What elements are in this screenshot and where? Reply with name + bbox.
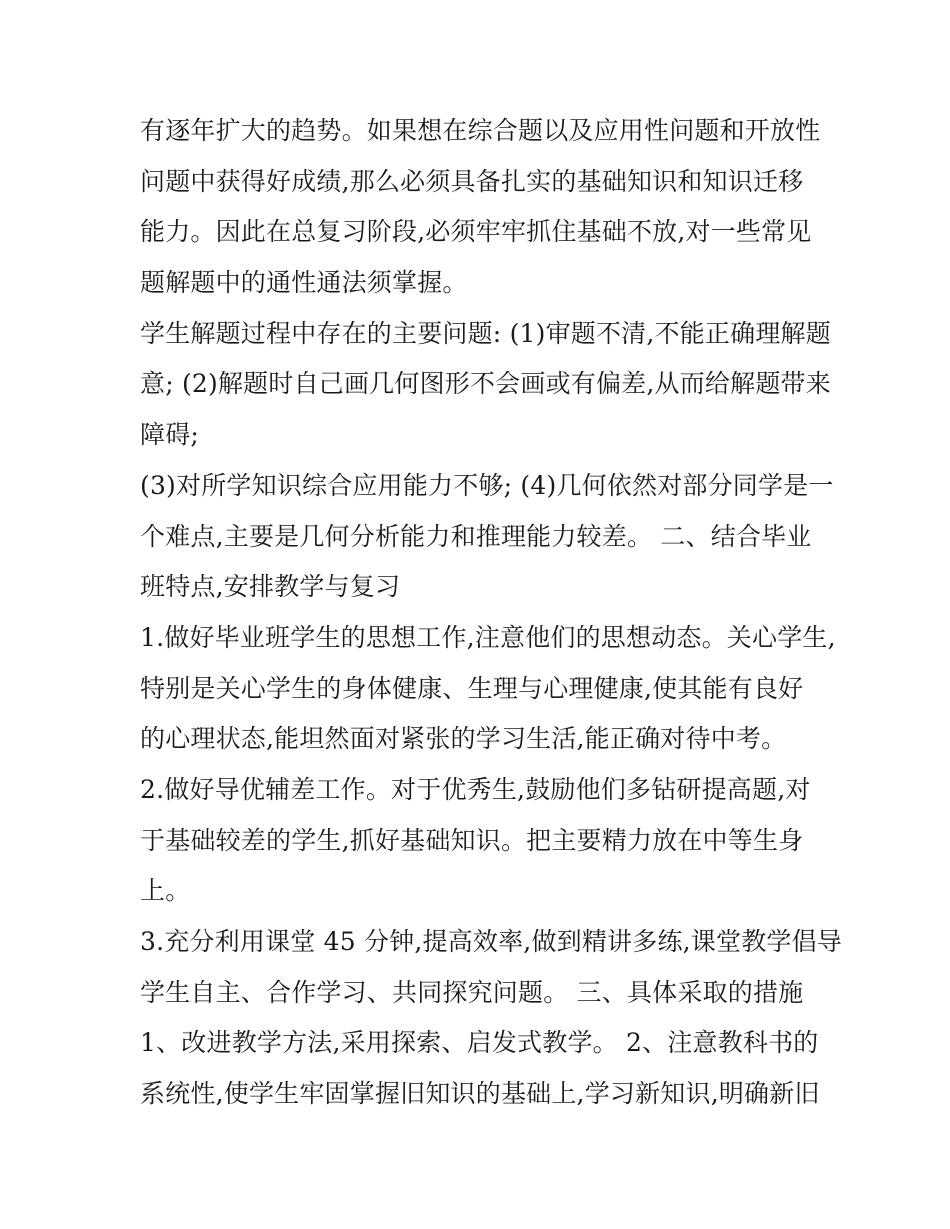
text-line: 班特点,安排教学与复习 [140,572,401,602]
text-line: 题解题中的通性通法须掌握。 [140,268,468,298]
text-line: 学生解题过程中存在的主要问题: (1)审题不清,不能正确理解题 [140,318,831,348]
text-line: 学生自主、合作学习、共同探究问题。 三、具体采取的措施 [140,977,804,1007]
text-line: 1、改进教学方法,采用探索、启发式教学。 2、注意教科书的 [140,1028,819,1058]
text-line: 系统性,使学生牢固掌握旧知识的基础上,学习新知识,明确新旧 [140,1079,820,1109]
text-line: 于基础较差的学生,抓好基础知识。把主要精力放在中等生身 [140,825,804,855]
text-line: 问题中获得好成绩,那么必须具备扎实的基础知识和知识迁移 [140,166,804,196]
text-line: 的心理状态,能坦然面对紧张的学习生活,能正确对待中考。 [140,724,787,754]
text-line: 上。 [140,876,191,906]
text-line: 能力。因此在总复习阶段,必须牢牢抓住基础不放,对一些常见 [140,217,812,247]
text-line: 特别是关心学生的身体健康、生理与心理健康,使其能有良好 [140,673,804,703]
text-line: 2.做好导优辅差工作。对于优秀生,鼓励他们多钻研提高题,对 [140,774,811,804]
text-line: 障碍; [140,420,200,450]
text-line: 个难点,主要是几何分析能力和推理能力较差。 二、结合毕业 [140,521,812,551]
text-line: 有逐年扩大的趋势。如果想在综合题以及应用性问题和开放性 [140,116,821,145]
text-line: 1.做好毕业班学生的思想工作,注意他们的思想动态。关心学生, [140,622,836,652]
text-line: (3)对所学知识综合应用能力不够; (4)几何依然对部分同学是一 [140,470,834,500]
text-line: 3.充分利用课堂 45 分钟,提高效率,做到精讲多练,课堂教学倡导 [140,927,842,956]
body-text [140,106,842,1120]
text-line: 意; (2)解题时自己画几何图形不会画或有偏差,从而给解题带来 [140,369,831,399]
